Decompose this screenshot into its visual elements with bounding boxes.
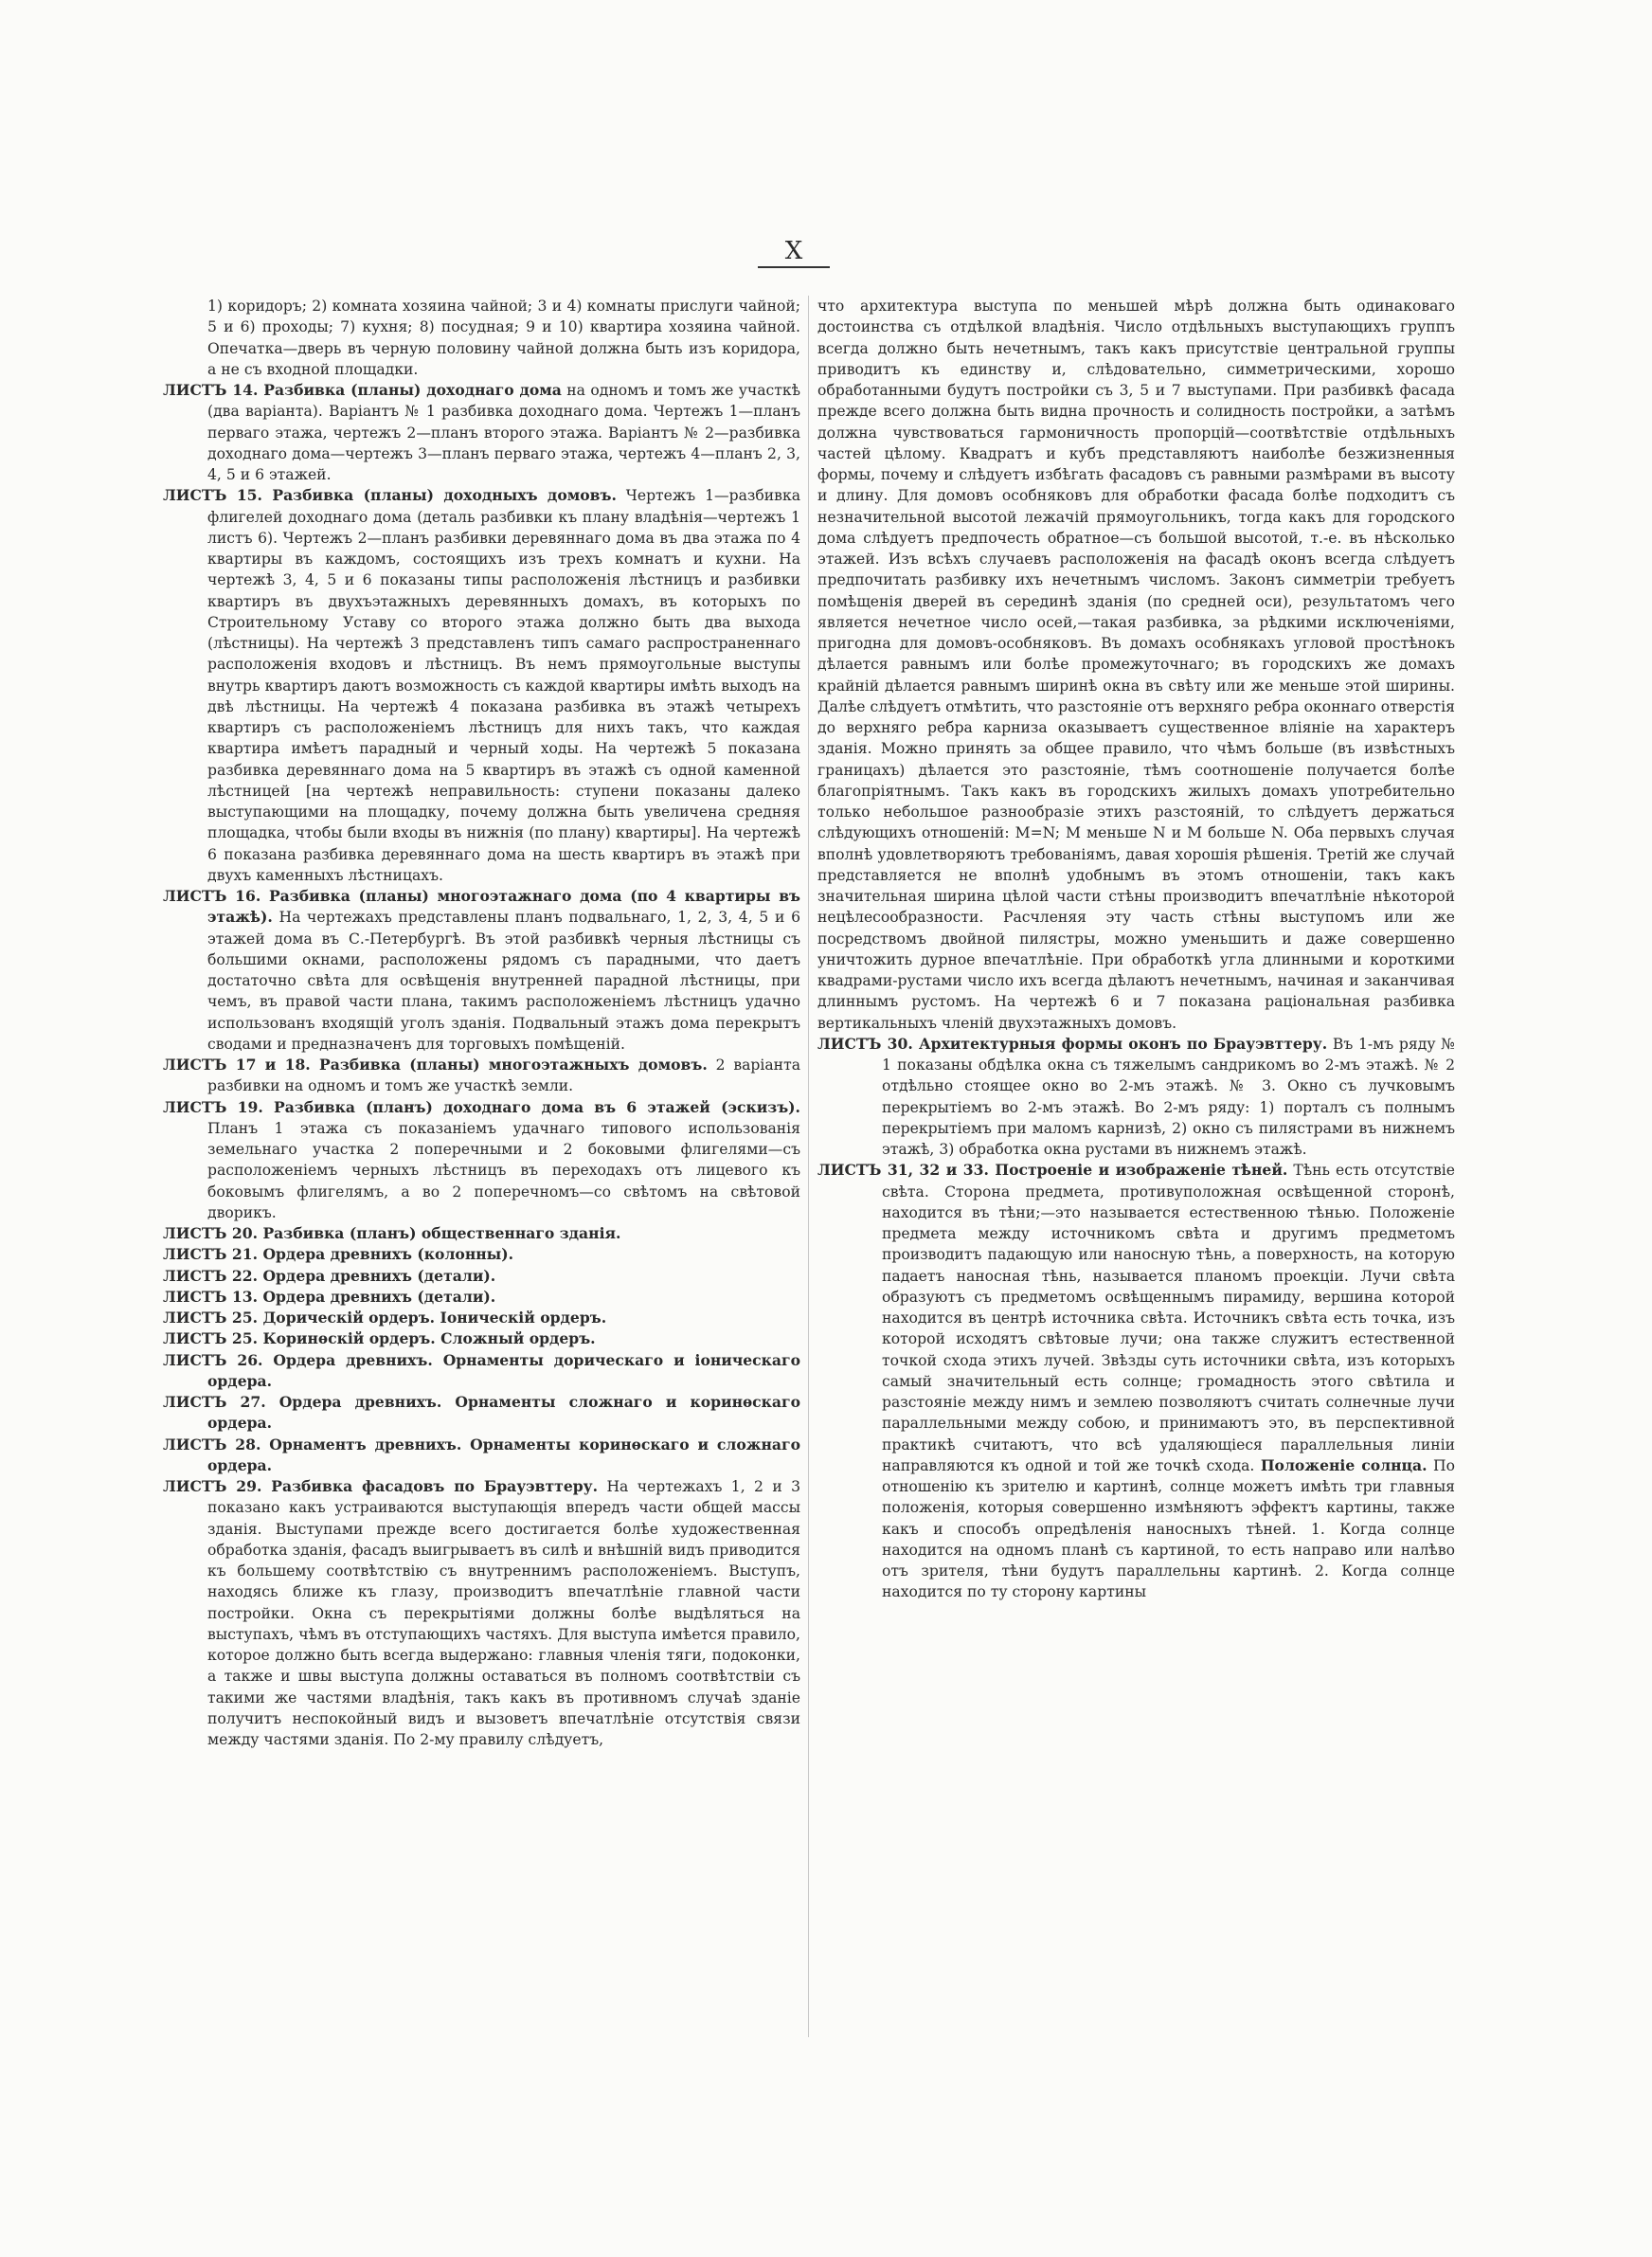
list-item: ЛИСТЪ 21. Ордера древнихъ (колонны). (163, 1245, 514, 1264)
list-item: ЛИСТЪ 25. Дорическій ордеръ. Іоническій ордеръ. (163, 1309, 607, 1327)
list-item: ЛИСТЪ 13. Ордера древнихъ (детали). (163, 1287, 496, 1306)
list-item: ЛИСТЪ 25. Коринѳскій ордеръ. Сложный ордеръ. (163, 1329, 596, 1348)
list-item: ЛИСТЪ 20. Разбивка (планъ) общественнаго зданія. (163, 1224, 621, 1242)
list-item: ЛИСТЪ 22. Ордера древнихъ (детали). (163, 1266, 496, 1285)
list-item: ЛИСТЪ 19. Разбивка (планъ) доходнаго дома въ 6 этажей (эскизъ). Планъ 1 этажа съ показаніемъ удачнаго типового использованія земельнаго участка 2 поперечными и 2 боковыми флигелями—съ расположеніемъ черныхъ лѣстницъ въ переходахъ отъ лицевого къ боковымъ флигелямъ, а во 2 поперечномъ—со свѣтомъ на свѣтовой дворикъ. (163, 1097, 800, 1221)
list-item: ЛИСТЪ 17 и 18. Разбивка (планы) многоэтажныхъ домовъ. 2 варіанта разбивки на одномъ и томъ же участкѣ земли. (163, 1056, 800, 1095)
list-item: ЛИСТЪ 31, 32 и 33. Построеніе и изображеніе тѣней. Тѣнь есть отсутствіе свѣта. Сторона предмета, противуположная освѣщенной сторонѣ, находится въ тѣни;—это называется естественною тѣнью. Положеніе предмета между источникомъ свѣта и другимъ предметомъ производитъ падающую или наносную тѣнь, а поверхность, на которую падаетъ наносная тѣнь, называется планомъ проекціи. Лучи свѣта образуютъ съ предметомъ освѣщеннымъ пирамиду, вершина которой находится въ центрѣ источника свѣта. Источникъ свѣта есть точка, изъ которой исходятъ свѣтовые лучи; она также служитъ естественной точкой схода этихъ лучей. Звѣзды суть источники свѣта, изъ которыхъ самый значительный есть солнце; громадность этого свѣтила и разстояніе между нимъ и землею позволяютъ считать солнечные лучи параллельными между собою, и принимаютъ это, въ перспективной практикѣ считаютъ, что всѣ удаляющіеся параллельныя линіи направляются къ одной и той же точкѣ схода. Положеніе солнца. По отношенію къ зрителю и картинѣ, солнце можетъ имѣть три главныя положенія, которыя совершенно измѣняютъ эффектъ картины, также какъ и способъ опредѣленія наносныхъ тѣней. 1. Когда солнце находится на одномъ планѣ съ картиной, то есть направо или налѣво отъ зрителя, тѣни будутъ параллельны картинѣ. 2. Когда солнце находится по ту сторону картины (817, 1161, 1456, 1601)
list-item: ЛИСТЪ 16. Разбивка (планы) многоэтажнаго дома (по 4 квартиры въ этажѣ). На чертежахъ представлены планъ подвальнаго, 1, 2, 3, 4, 5 и 6 этажей дома въ С.-Петербургѣ. Въ этой разбивкѣ черныя лѣстницы съ большими окнами, расположены рядомъ съ парадными, что даетъ достаточно свѣта для освѣщенія внутренней парадной лѣстницы, при чемъ, въ правой части плана, такимъ расположеніемъ лѣстницъ удачно использованъ входящій уголъ зданія. Подвальный этажъ дома перекрытъ сводами и предназначенъ для торговыхъ помѣщеній. (163, 887, 800, 1053)
column-divider (808, 296, 809, 2037)
list-item: ЛИСТЪ 30. Архитектурныя формы оконъ по Брауэвттеру. Въ 1-мъ ряду № 1 показаны обдѣлка окна съ тяжелымъ сандрикомъ во 2-мъ этажѣ. № 2 отдѣльно стоящее окно во 2-мъ этажѣ. № 3. Окно съ лучковымъ перекрытіемъ во 2-мъ этажѣ. Во 2-мъ ряду: 1) порталъ съ полнымъ перекрытіемъ при маломъ карнизѣ, 2) окно съ пилястрами въ нижнемъ этажѣ, 3) обработка окна рустами въ нижнемъ этажѣ. (817, 1034, 1455, 1158)
list-item: ЛИСТЪ 29. Разбивка фасадовъ по Брауэвттеру. На чертежахъ 1, 2 и 3 показано какъ устраиваются выступающія впередъ части общей массы зданія. Выступами прежде всего достигается болѣе художественная обработка зданія, фасадъ выигрываетъ въ силѣ и внѣшній видъ приводится къ большему соотвѣтствію съ внутреннимъ расположеніемъ. Выступъ, находясь ближе къ глазу, производитъ впечатлѣніе главной части постройки. Окна съ перекрытіями должны болѣе выдѣляться на выступахъ, чѣмъ въ отступающихъ частяхъ. Для выступа имѣется правило, которое должно быть всегда выдержано: главныя членія тяги, подоконки, а также и швы выступа должны оставаться въ полномъ соотвѣтствіи съ такими же частями владѣнія, такъ какъ въ противномъ случаѣ зданіе получитъ неспокойный видъ и вызоветъ впечатлѣніе отсутствія связи между частями зданія. По 2-му правилу слѣдуетъ, (163, 1477, 800, 1748)
list-item: 1) коридоръ; 2) комната хозяина чайной; 3 и 4) комнаты прислуги чайной; 5 и 6) проходы; 7) кухня; 8) посудная; 9 и 10) квартира хозяина чайной. Опечатка—дверь въ черную половину чайной должна быть изъ коридора, а не съ входной площадки. (207, 298, 800, 378)
list-item: что архитектура выступа по меньшей мѣрѣ должна быть одинаковаго достоинства съ отдѣлкой владѣнія. Число отдѣльныхъ выступающихъ группъ всегда должно быть нечетнымъ, такъ какъ присутствіе центральной группы приводитъ къ единству и, слѣдовательно, симметрическими, хорошо обработанными будутъ постройки съ 3, 5 и 7 выступами. При разбивкѣ фасада прежде всего должна быть видна прочность и солидность постройки, а затѣмъ должна чувствоваться гармоничность пропорцій—соотвѣтствіе отдѣльныхъ частей цѣлому. Квадратъ и кубъ представляютъ наиболѣе безжизненныя формы, почему и слѣдуетъ избѣгать фасадовъ съ равными размѣрами въ высоту и длину. Для домовъ особняковъ для обработки фасада болѣе подходитъ съ незначительной высотой лежачій прямоугольникъ, тогда какъ для городского дома слѣдуетъ предпочесть обратное—съ большой высотой, т.-е. въ нѣсколько этажей. Изъ всѣхъ случаевъ расположенія на фасадѣ оконъ всегда слѣдуетъ предпочитать разбивку ихъ нечетнымъ числомъ. Законъ симметріи требуетъ помѣщенія дверей въ серединѣ зданія (по средней оси), результатомъ чего является нечетное число осей,—такая разбивка, за рѣдкими исключеніями, пригодна для домовъ-особняковъ. Въ домахъ особнякахъ угловой простѣнокъ дѣлается равнымъ или болѣе промежуточнаго; въ городскихъ же домахъ крайній дѣлается равнымъ ширинѣ окна въ свѣту или же меньше этой ширины. Далѣе слѣдуетъ отмѣтить, что разстояніе отъ верхняго ребра оконнаго отверстія до верхняго ребра карниза оказываетъ существенное вліяніе на характеръ зданія. Можно принять за общее правило, что чѣмъ больше (въ извѣстныхъ границахъ) дѣлается это разстояніе, тѣмъ соотношеніе получается болѣе благопріятнымъ. Такъ какъ въ городскихъ жилыхъ домахъ употребительно только небольшое разнообразіе этихъ разстояній, то слѣдуетъ держаться слѣдующихъ отношеній: M=N; M меньше N и M больше N. Оба первыхъ случая вполнѣ удовлетворяютъ требованіямъ, давая хорошія рѣшенія. Третій же случай представляется не вполнѣ удобнымъ въ этомъ отношеніи, такъ какъ значительная ширина цѣлой части стѣны производитъ впечатлѣніе нѣкоторой нецѣлесообразности. Расчленяя эту часть стѣны выступомъ или же посредствомъ двойной пилястры, можно уменьшить и даже совершенно уничтожить дурное впечатлѣніе. При обработкѣ угла длинными и короткими квадрами-рустами число ихъ всегда дѣлаютъ нечетнымъ, начиная и заканчивая длиннымъ рустомъ. На чертежѣ 6 и 7 показана раціональная разбивка вертикальныхъ членій двухэтажныхъ домовъ. (817, 298, 1455, 1032)
list-item: ЛИСТЪ 27. Ордера древнихъ. Орнаменты сложнаго и коринѳскаго ордера. (163, 1393, 800, 1433)
list-item: ЛИСТЪ 15. Разбивка (планы) доходныхъ домовъ. Чертежъ 1—разбивка флигелей доходнаго дома (деталь разбивки къ плану владѣнія—чертежъ 1 листъ 6). Чертежъ 2—планъ разбивки деревяннаго дома въ два этажа по 4 квартиры въ каждомъ, состоящихъ изъ трехъ комнатъ и кухни. На чертежѣ 3, 4, 5 и 6 показаны типы расположенія лѣстницъ и разбивки квартиръ въ двухъэтажныхъ деревянныхъ домахъ, въ которыхъ по Строительному Уставу со второго этажа должно быть два выхода (лѣстницы). На чертежѣ 3 представленъ типъ самаго распространеннаго расположенія входовъ и лѣстницъ. Въ немъ прямоугольные выступы внутрь квартиръ даютъ возможность съ каждой квартиры имѣть выходъ на двѣ лѣстницы. На чертежѣ 4 показана разбивка въ этажѣ четырехъ квартиръ съ расположеніемъ лѣстницъ для нихъ такъ, что каждая квартира имѣетъ парадный и черный ходы. На чертежѣ 5 показана разбивка деревяннаго дома на 5 квартиръ въ этажѣ съ одной каменной лѣстницей [на чертежѣ неправильность: ступени показаны далеко выступающими на площадку, почему должна быть увеличена средняя площадка, чтобы были входы въ нижнія (по плану) квартиры]. На чертежѣ 6 показана разбивка деревяннаго дома на шесть квартиръ въ этажѣ при двухъ каменныхъ лѣстницахъ. (163, 486, 800, 884)
right-column (817, 296, 1455, 1603)
list-item: ЛИСТЪ 26. Ордера древнихъ. Орнаменты дорическаго и іоническаго ордера. (163, 1350, 800, 1390)
list-item: ЛИСТЪ 28. Орнаментъ древнихъ. Орнаменты коринѳскаго и сложнаго ордера. (163, 1435, 800, 1474)
list-item: ЛИСТЪ 14. Разбивка (планы) доходнаго дома на одномъ и томъ же участкѣ (два варіанта). Варіантъ № 1 разбивка доходнаго дома. Чертежъ 1—планъ перваго этажа, чертежъ 2—планъ второго этажа. Варіантъ № 2—разбивка доходнаго дома—чертежъ 3—планъ перваго этажа, чертежъ 4—планъ 2, 3, 4, 5 и 6 этажей. (163, 381, 801, 483)
page-number-rule (758, 266, 830, 268)
left-column (163, 296, 800, 1750)
page-number: X (784, 237, 803, 265)
